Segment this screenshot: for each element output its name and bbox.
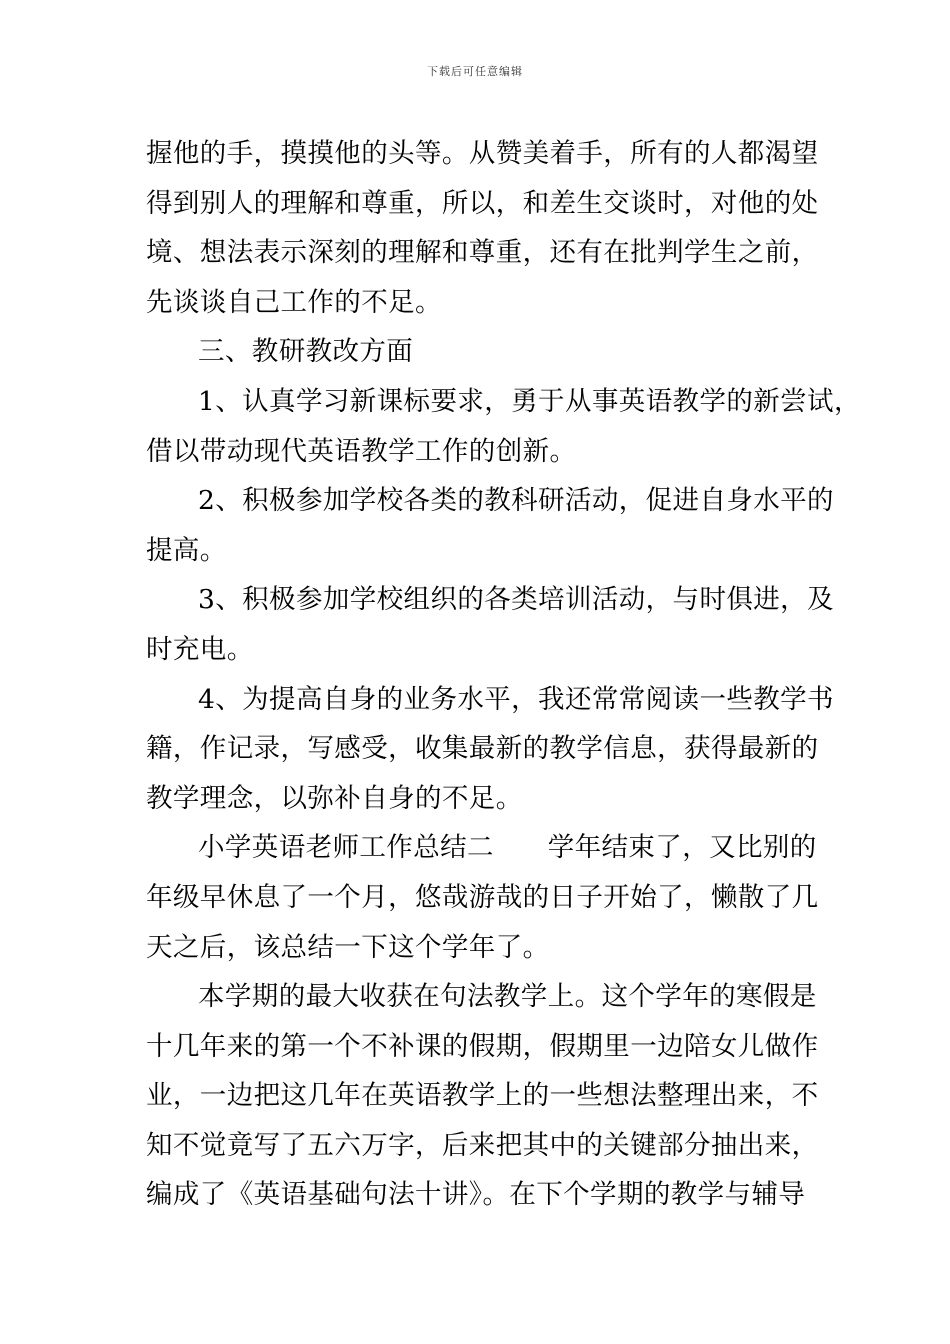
text-line: 编成了《英语基础句法十讲》。在下个学期的教学与辅导 xyxy=(146,1179,806,1211)
section-heading: 三、教研教改方面 xyxy=(198,336,414,368)
text-line: 业，一边把这几年在英语教学上的一些想法整理出来，不 xyxy=(146,1080,819,1112)
text-line: 小学英语老师工作总结二 学年结束了，又比别的 xyxy=(198,832,817,864)
text-line: 1、认真学习新课标要求，勇于从事英语教学的新尝试， xyxy=(198,385,861,417)
text-line: 时充电。 xyxy=(146,633,254,665)
text-line: 3、积极参加学校组织的各类培训活动，与时俱进，及 xyxy=(198,584,834,616)
page-header-note: 下载后可任意编辑 xyxy=(427,65,523,78)
text-line: 先谈谈自己工作的不足。 xyxy=(146,286,442,318)
text-line: 教学理念，以弥补自身的不足。 xyxy=(146,782,523,814)
text-line: 握他的手，摸摸他的头等。从赞美着手，所有的人都渴望 xyxy=(146,138,819,169)
text-line: 籍，作记录，写感受，收集最新的教学信息，获得最新的 xyxy=(146,733,819,765)
text-line: 本学期的最大收获在句法教学上。这个学年的寒假是 xyxy=(198,981,817,1013)
text-line: 十几年来的第一个不补课的假期，假期里一边陪女儿做作 xyxy=(146,1030,819,1062)
body-text xyxy=(146,129,861,1220)
text-line: 知不觉竟写了五六万字，后来把其中的关键部分抽出来， xyxy=(146,1129,819,1161)
text-line: 年级早休息了一个月，悠哉游哉的日子开始了，懒散了几 xyxy=(146,881,819,913)
text-line: 借以带动现代英语教学工作的创新。 xyxy=(146,435,577,467)
text-line: 天之后，该总结一下这个学年了。 xyxy=(146,931,550,963)
text-line: 得到别人的理解和尊重，所以，和差生交谈时，对他的处 xyxy=(146,187,819,219)
text-line: 2、积极参加学校各类的教科研活动，促进自身水平的 xyxy=(198,485,834,517)
text-line: 境、想法表示深刻的理解和尊重，还有在批判学生之前， xyxy=(146,237,819,269)
text-line: 4、为提高自身的业务水平，我还常常阅读一些教学书 xyxy=(198,683,834,715)
text-line: 提高。 xyxy=(146,534,227,566)
